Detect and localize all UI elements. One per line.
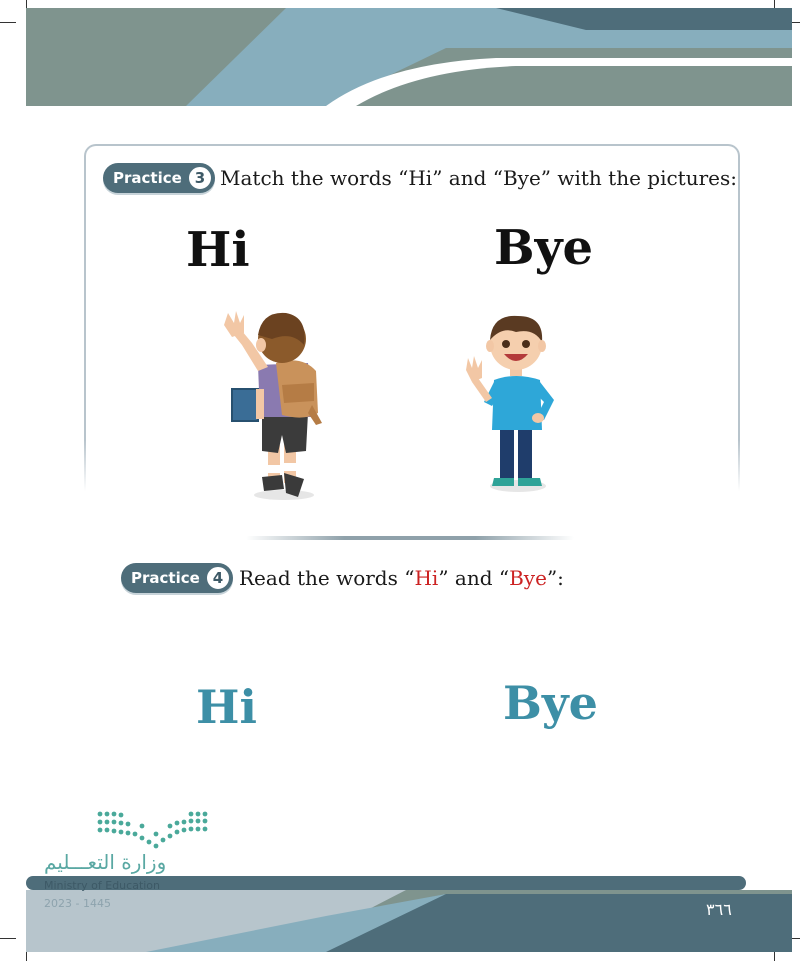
ministry-name-arabic: وزارة التعـــليم — [44, 850, 167, 874]
crop-mark — [0, 22, 16, 23]
practice-number: 4 — [205, 565, 231, 591]
page-number: ٣٦٦ — [706, 900, 732, 919]
boy-waving-picture — [462, 310, 562, 496]
practice-3-badge — [103, 163, 215, 193]
practice-3-instruction: Match the words “Hi” and “Bye” with the pictures: — [220, 166, 738, 190]
crop-mark — [0, 938, 16, 939]
word-hi: Hi — [186, 222, 250, 278]
word-bye: Bye — [494, 220, 593, 276]
practice-number: 3 — [187, 165, 213, 191]
frame-fade — [80, 440, 745, 500]
instruction-bye: Bye — [509, 566, 547, 590]
edition-year: 2023 - 1445 — [44, 897, 111, 910]
instruction-text: ”: — [546, 566, 564, 590]
practice-4-instruction — [239, 566, 564, 590]
ministry-name-english: Ministry of Education — [44, 879, 161, 892]
header-banner — [26, 8, 792, 106]
instruction-text: ” and “ — [438, 566, 510, 590]
section-divider — [246, 536, 574, 540]
word-bye-read: Bye — [503, 676, 598, 730]
word-hi-read: Hi — [196, 680, 257, 734]
practice-label: Practice — [113, 169, 182, 187]
practice-4-badge — [121, 563, 233, 593]
ministry-logo — [96, 810, 212, 852]
instruction-text: Read the words “ — [239, 566, 415, 590]
instruction-hi: Hi — [414, 566, 439, 590]
boy-walking-away-picture — [212, 305, 324, 501]
practice-label: Practice — [131, 569, 200, 587]
